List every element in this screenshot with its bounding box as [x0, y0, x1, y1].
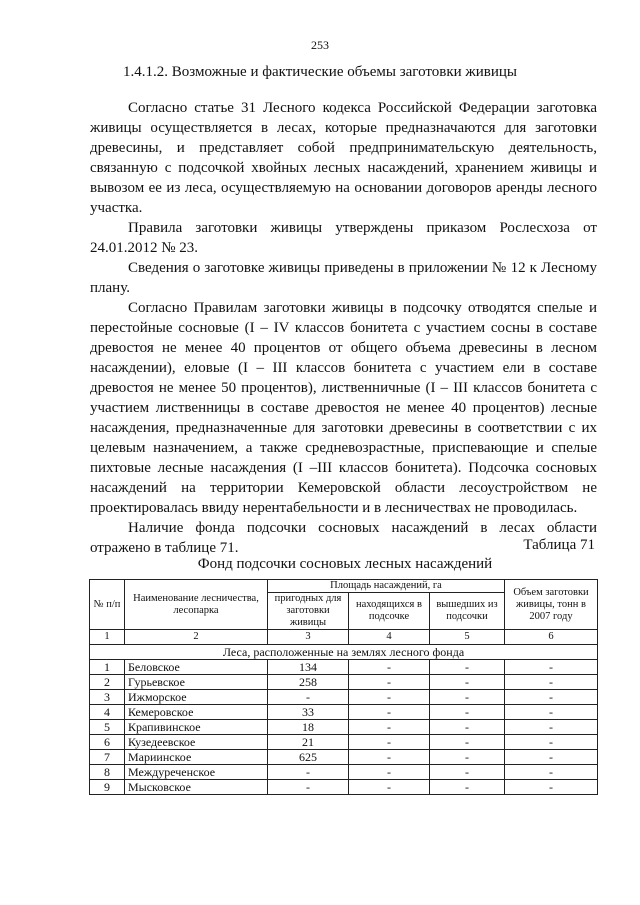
table-row	[90, 675, 598, 690]
tapping-area: -	[349, 720, 430, 735]
suitable-area: 134	[268, 660, 349, 675]
tapping-area: -	[349, 660, 430, 675]
out-of-tapping-area: -	[430, 690, 505, 705]
out-of-tapping-area: -	[430, 735, 505, 750]
row-number: 6	[90, 735, 125, 750]
resin-volume: -	[505, 750, 598, 765]
section-heading: 1.4.1.2. Возможные и фактические объемы заготовки живицы	[122, 64, 517, 80]
page-number: 253	[311, 38, 329, 52]
tapping-area: -	[349, 750, 430, 765]
group-row	[90, 645, 598, 660]
suitable-area: 33	[268, 705, 349, 720]
forestry-name: Беловское	[125, 660, 268, 675]
suitable-area: -	[268, 690, 349, 705]
resin-volume: -	[505, 780, 598, 795]
out-of-tapping-area: -	[430, 675, 505, 690]
forestry-name: Мариинское	[125, 750, 268, 765]
row-number: 5	[90, 720, 125, 735]
forestry-name: Кемеровское	[125, 705, 268, 720]
paragraph: Согласно статье 31 Лесного кодекса Российской Федерации заготовка живицы осуществляется в лесах, которые предназначаются для заготовки древесины, и представляет собой предпринимательскую деятельность, связанную с подсочкой хвойных лесных насаждений, хранением живицы и вывозом ее из леса, осуществляемую на основании договоров аренды лесного участка.	[90, 100, 597, 216]
resin-volume: -	[505, 735, 598, 750]
row-number: 3	[90, 690, 125, 705]
tapping-area: -	[349, 690, 430, 705]
row-number: 9	[90, 780, 125, 795]
table-header-row	[90, 580, 598, 593]
tapping-area: -	[349, 735, 430, 750]
table-row	[90, 705, 598, 720]
resin-volume: -	[505, 705, 598, 720]
header-volume: Объем заготовки живицы, тонн в 2007 году	[505, 580, 598, 630]
column-number: 2	[125, 630, 268, 645]
header-area-group: Площадь насаждений, га	[268, 580, 505, 593]
forestry-name: Междуреченское	[125, 765, 268, 780]
row-number: 2	[90, 675, 125, 690]
paragraph: Правила заготовки живицы утверждены приказом Рослесхоза от 24.01.2012 № 23.	[90, 220, 597, 256]
header-num: № п/п	[90, 580, 125, 630]
suitable-area: 18	[268, 720, 349, 735]
column-number: 1	[90, 630, 125, 645]
row-number: 8	[90, 765, 125, 780]
table-title: Фонд подсочки сосновых лесных насаждений	[197, 556, 493, 572]
forestry-name: Крапивинское	[125, 720, 268, 735]
out-of-tapping-area: -	[430, 765, 505, 780]
table-row	[90, 690, 598, 705]
column-number: 6	[505, 630, 598, 645]
paragraph: Согласно Правилам заготовки живицы в подсочку отводятся спелые и перестойные сосновые (I – IV классов бонитета с участием сосны в составе древостоя не менее 40 процентов от общего объема древесины в лесном насаждении), еловые (I – III классов бонитета с участием ели в составе древостоя не менее 50 процентов), лиственничные (I – III классов бонитета с участием лиственницы в составе древостоя не менее 40 процентов) лесные насаждения, предназначенные для заготовки древесины в соответствии с их целевым назначением, а также средневозрастные, приспевающие и спелые пихтовые лесные насаждения (I –III классов бонитета). Подсочка сосновых насаждений на территории Кемеровской области лесоустройством не проектировалась ввиду нерентабельности и в лесничествах не проводилась.	[90, 300, 597, 516]
suitable-area: 625	[268, 750, 349, 765]
group-label: Леса, расположенные на землях лесного фонда	[90, 645, 598, 660]
body-text	[90, 98, 597, 558]
table-row	[90, 660, 598, 675]
table-row	[90, 780, 598, 795]
out-of-tapping-area: -	[430, 720, 505, 735]
out-of-tapping-area: -	[430, 660, 505, 675]
table-row	[90, 750, 598, 765]
tapping-area: -	[349, 780, 430, 795]
header-out-of-tapping: вышедших из подсочки	[430, 593, 505, 630]
resin-volume: -	[505, 720, 598, 735]
row-number: 4	[90, 705, 125, 720]
resin-volume: -	[505, 660, 598, 675]
out-of-tapping-area: -	[430, 750, 505, 765]
tapping-area: -	[349, 765, 430, 780]
column-number: 3	[268, 630, 349, 645]
forestry-name: Ижморское	[125, 690, 268, 705]
data-table	[89, 579, 598, 795]
column-number-row	[90, 630, 598, 645]
column-number: 4	[349, 630, 430, 645]
paragraph: Сведения о заготовке живицы приведены в приложении № 12 к Лесному плану.	[90, 260, 597, 296]
row-number: 1	[90, 660, 125, 675]
resin-volume: -	[505, 675, 598, 690]
out-of-tapping-area: -	[430, 780, 505, 795]
tapping-area: -	[349, 705, 430, 720]
resin-volume: -	[505, 765, 598, 780]
column-number: 5	[430, 630, 505, 645]
forestry-name: Мысковское	[125, 780, 268, 795]
header-tapping: находящихся в подсочке	[349, 593, 430, 630]
resin-volume: -	[505, 690, 598, 705]
suitable-area: 21	[268, 735, 349, 750]
suitable-area: -	[268, 780, 349, 795]
table-row	[90, 765, 598, 780]
suitable-area: -	[268, 765, 349, 780]
forestry-name: Кузедеевское	[125, 735, 268, 750]
table-row	[90, 735, 598, 750]
header-suitable: пригодных для заготовки живицы	[268, 593, 349, 630]
table-row	[90, 720, 598, 735]
paragraph: Наличие фонда подсочки сосновых насаждений в лесах области отражено в таблице 71.	[90, 520, 597, 556]
header-name: Наименование лесничества, лесопарка	[125, 580, 268, 630]
suitable-area: 258	[268, 675, 349, 690]
table-number: Таблица 71	[523, 537, 595, 553]
out-of-tapping-area: -	[430, 705, 505, 720]
tapping-area: -	[349, 675, 430, 690]
forestry-name: Гурьевское	[125, 675, 268, 690]
row-number: 7	[90, 750, 125, 765]
